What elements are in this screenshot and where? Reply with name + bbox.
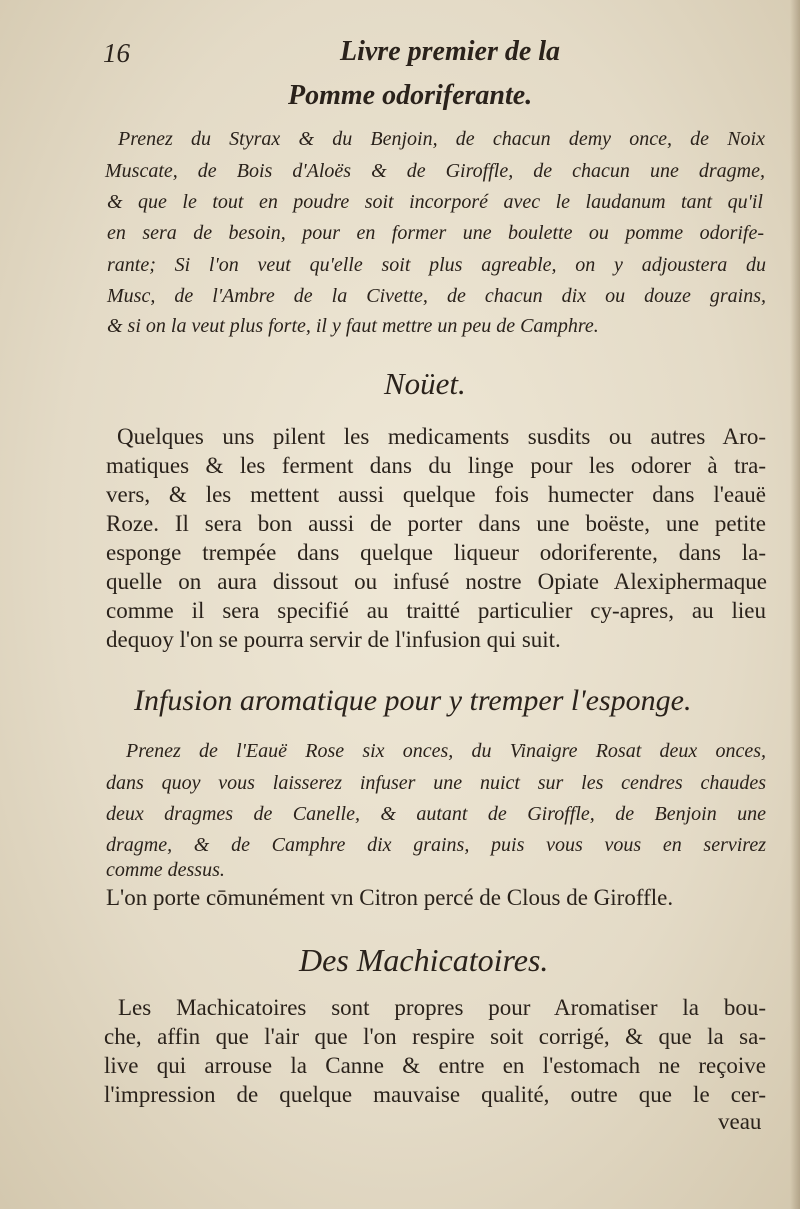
infusion-line: deux dragmes de Canelle, & autant de Giroffle, de Benjoin une bbox=[106, 803, 766, 825]
pomme-line: en sera de besoin, pour en former une boulette ou pomme odorife- bbox=[107, 222, 764, 244]
infusion-line: dans quoy vous laisserez infuser une nuict sur les cendres chaudes bbox=[106, 772, 766, 794]
infusion-line: Prenez de l'Eauë Rose six onces, du Vinaigre Rosat deux onces, bbox=[126, 740, 766, 762]
nouet-line: comme il sera specifié au traitté particulier cy-apres, au lieu bbox=[106, 598, 766, 623]
page-number: 16 bbox=[103, 38, 130, 68]
nouet-line: vers, & les mettent aussi quelque fois humecter dans l'eauë bbox=[106, 482, 766, 507]
nouet-line: Roze. Il sera bon aussi de porter dans une boëste, une petite bbox=[106, 511, 766, 536]
machicatoires-line: l'impression de quelque mauvaise qualité, outre que le cer- bbox=[104, 1082, 766, 1107]
section-title-machicatoires: Des Machicatoires. bbox=[299, 942, 549, 978]
pomme-line: & si on la veut plus forte, il y faut mettre un peu de Camphre. bbox=[107, 315, 599, 337]
machicatoires-line: live qui arrouse la Canne & entre en l'estomach ne reçoive bbox=[104, 1053, 766, 1078]
section-title-nouet: Noüet. bbox=[384, 366, 466, 401]
pomme-line: rante; Si l'on veut qu'elle soit plus agreable, on y adjoustera du bbox=[107, 254, 766, 276]
machicatoires-line: Les Machicatoires sont propres pour Aromatiser la bou- bbox=[118, 995, 766, 1020]
nouet-line: Quelques uns pilent les medicaments susdits ou autres Aro- bbox=[117, 424, 766, 449]
machicatoires-line: che, affin que l'air que l'on respire soit corrigé, & que la sa- bbox=[104, 1024, 766, 1049]
section-title-infusion: Infusion aromatique pour y tremper l'esponge. bbox=[134, 684, 692, 717]
nouet-line: dequoy l'on se pourra servir de l'infusion qui suit. bbox=[106, 627, 561, 652]
pomme-line: Musc, de l'Ambre de la Civette, de chacun dix ou douze grains, bbox=[107, 285, 766, 307]
infusion-closing-line: L'on porte cōmunément vn Citron percé de Clous de Giroffle. bbox=[106, 885, 674, 910]
pomme-line: Muscate, de Bois d'Aloës & de Giroffle, de chacun une dragme, bbox=[105, 160, 765, 182]
page-edge-shadow bbox=[790, 0, 800, 1209]
infusion-line: dragme, & de Camphre dix grains, puis vous vous en servirez bbox=[106, 834, 766, 856]
section-title-pomme: Pomme odoriferante. bbox=[288, 80, 533, 111]
catchword: veau bbox=[718, 1109, 762, 1134]
nouet-line: esponge trempée dans quelque liqueur odoriferente, dans la- bbox=[106, 540, 766, 565]
pomme-line: Prenez du Styrax & du Benjoin, de chacun demy once, de Noix bbox=[118, 128, 765, 150]
running-title: Livre premier de la bbox=[340, 36, 561, 67]
infusion-line: comme dessus. bbox=[106, 859, 225, 881]
nouet-line: matiques & les ferment dans du linge pour les odorer à tra- bbox=[106, 453, 766, 478]
nouet-line: quelle on aura dissout ou infusé nostre Opiate Alexiphermaque bbox=[106, 569, 767, 594]
pomme-line: & que le tout en poudre soit incorporé avec le laudanum tant qu'il bbox=[107, 191, 763, 213]
